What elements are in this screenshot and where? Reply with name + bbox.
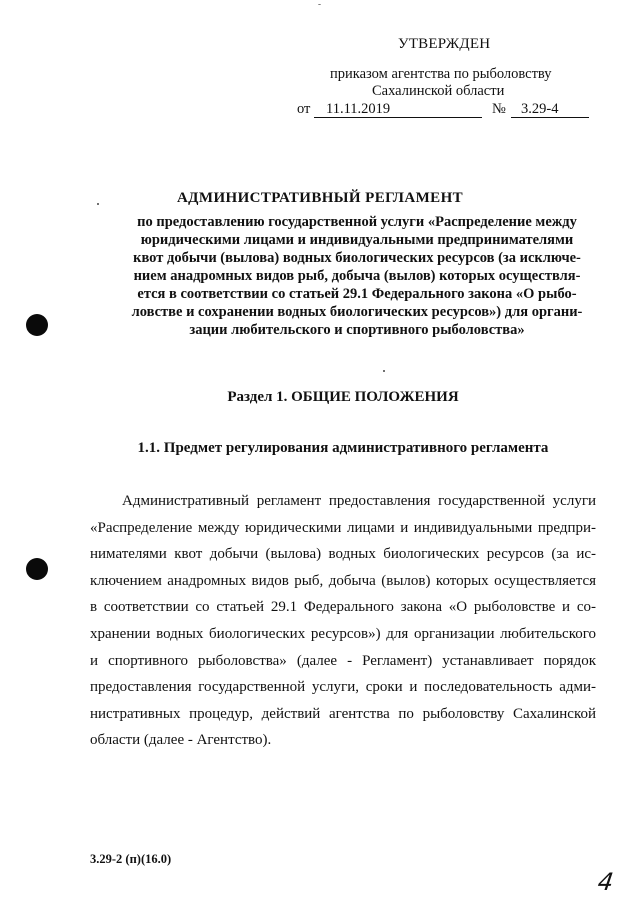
- subtitle-line: юридическими лицами и индивидуальными предпринимателями: [140, 232, 574, 248]
- scan-speck: [97, 203, 99, 205]
- paragraph-line: области (далее - Агентство).: [90, 732, 272, 749]
- approval-title: УТВЕРЖДЕН: [398, 36, 491, 52]
- paragraph-line: Административный регламент предоставления государственной услуги: [122, 493, 596, 509]
- subtitle-line: ется в соответствии со статьей 29.1 Федерального закона «О рыбо-: [137, 286, 577, 302]
- subsection-heading: 1.1. Предмет регулирования административного регламента: [137, 440, 549, 456]
- paragraph-line: в соответствии со статьей 29.1 Федерального закона «О рыболовстве и со-: [90, 599, 596, 616]
- order-date: 11.11.2019: [314, 101, 482, 118]
- paragraph-line: предоставления государственной услуги, сроки и последовательность адми-: [90, 679, 596, 696]
- approval-line-2: Сахалинской области: [372, 83, 505, 99]
- document-subtitle: [118, 213, 596, 339]
- scan-speck: [318, 4, 321, 5]
- scan-speck: [383, 370, 385, 372]
- punch-hole: [26, 558, 48, 580]
- approval-line-1: приказом агентства по рыболовству: [330, 66, 552, 82]
- number-label: №: [492, 101, 506, 117]
- subtitle-line: нием анадромных видов рыб, добыча (вылов) которых осуществля-: [133, 268, 581, 284]
- punch-hole: [26, 314, 48, 336]
- paragraph-line: нимателями квот добычи (вылова) водных биологических ресурсов (за ис-: [90, 546, 596, 563]
- paragraph-line: и спортивного рыболовства» (далее - Регламент) устанавливает порядок: [90, 652, 596, 669]
- subtitle-line: по предоставлению государственной услуги «Распределение между: [137, 214, 577, 230]
- subtitle-line: ловстве и сохранении водных биологических ресурсов») для органи-: [131, 304, 583, 320]
- paragraph-line: «Распределение между юридическими лицами и индивидуальными предпри-: [90, 519, 596, 536]
- order-number: 3.29-4: [511, 101, 589, 118]
- document-title: АДМИНИСТРАТИВНЫЙ РЕГЛАМЕНТ: [176, 190, 464, 206]
- subtitle-line: квот добычи (вылова) водных биологических ресурсов (за исключе-: [133, 250, 581, 266]
- order-details: [0, 101, 640, 121]
- paragraph-line: ключением анадромных видов рыб, добыча (вылов) которых осуществляется: [90, 572, 596, 589]
- section-heading: Раздел 1. ОБЩИЕ ПОЛОЖЕНИЯ: [227, 389, 459, 405]
- footer-code: 3.29-2 (п)(16.0): [90, 852, 172, 866]
- paragraph-line: нистративных процедур, действий агентства по рыболовству Сахалинской: [90, 705, 596, 722]
- date-label: от: [297, 101, 311, 117]
- subtitle-line: зации любительского и спортивного рыболовства»: [189, 322, 525, 338]
- body-paragraph: [90, 488, 596, 754]
- page-number: 4: [596, 868, 616, 896]
- paragraph-line: хранении водных биологических ресурсов») для организации любительского: [90, 625, 596, 642]
